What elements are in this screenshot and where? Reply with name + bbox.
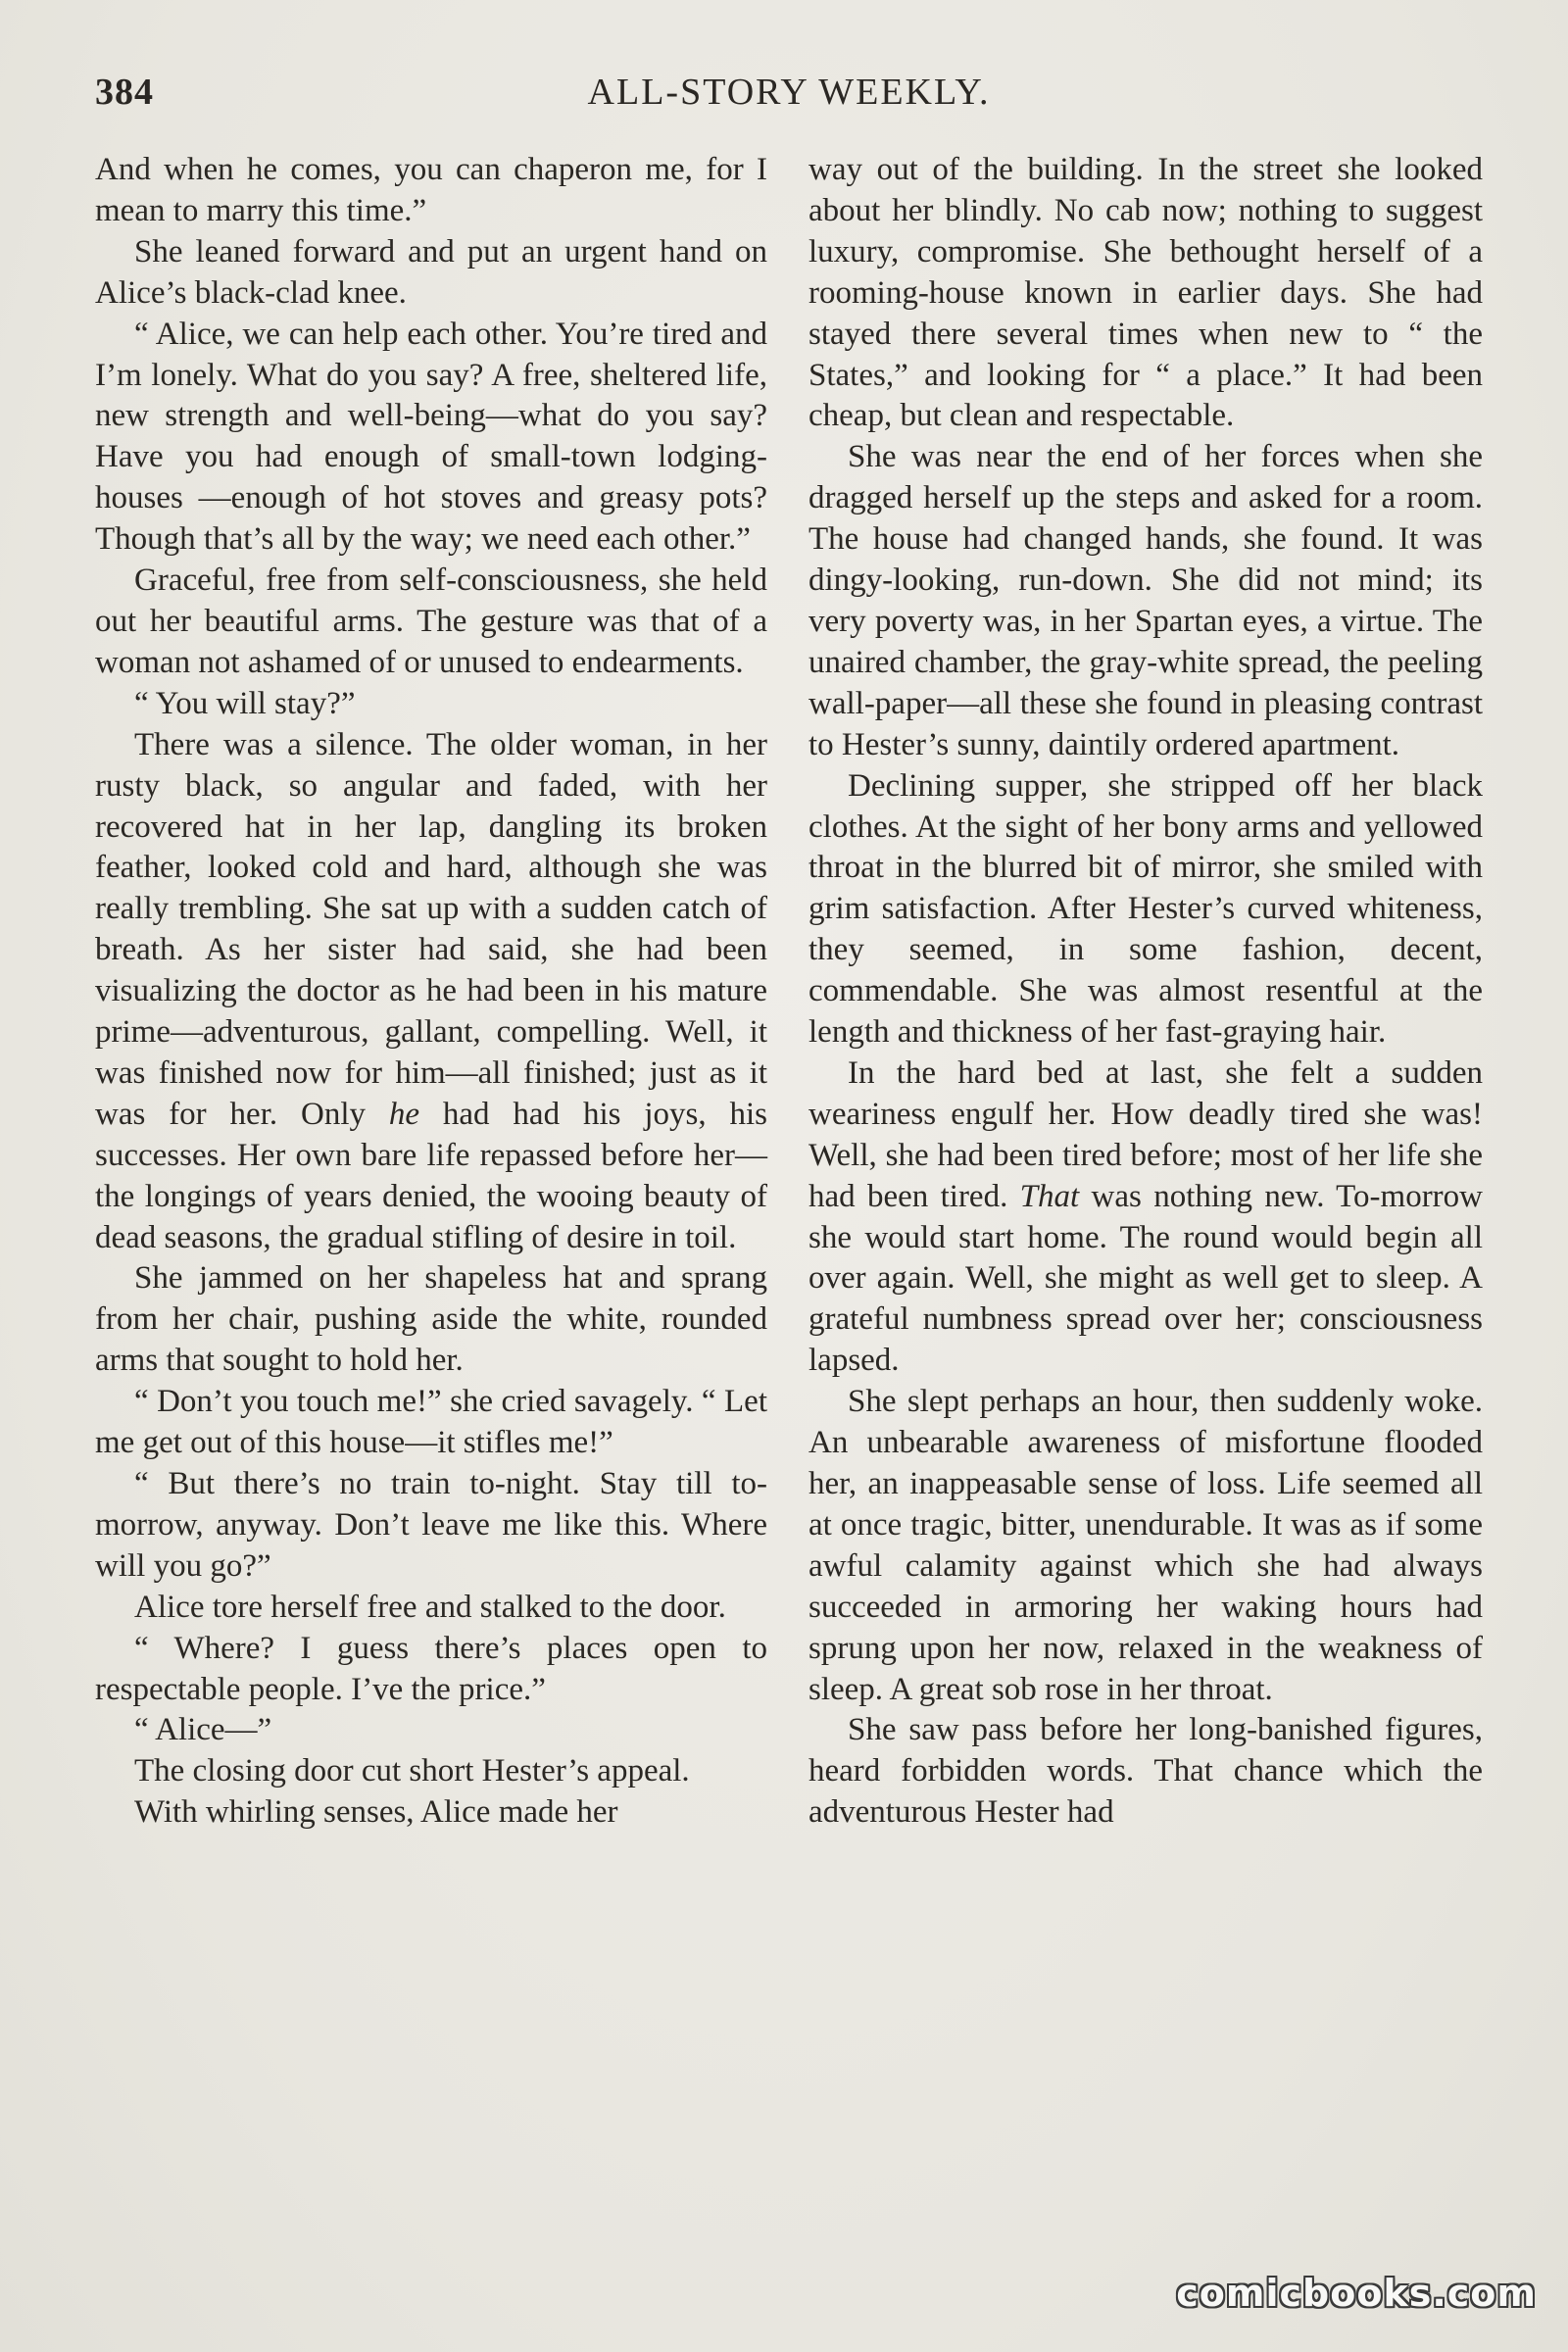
paragraph: “ Alice—”	[134, 1712, 272, 1748]
right-column	[808, 150, 1483, 1834]
text-run: had had his joys, his successes. Her own bare life repassed before her—the longings of years denied, the wooing beauty of dead seasons, the gradual stifling of desire in toil.	[95, 1096, 767, 1255]
paragraph: Declining supper, she stripped off her black clothes. At the sight of her bony arms and yellowed throat in the blurred bit of mirror, she smiled with grim satisfaction. After Hester’s curved whiteness, they seemed, in some fashion, decent, commendable. She was almost resentful at the length and thickness of her fast-graying hair.	[808, 767, 1483, 1051]
text-run: There was a silence. The older woman, in her rusty black, so angular and faded, with her recovered hat in her lap, dangling its broken feather, looked cold and hard, although she was really trembling. She sat up with a sudden catch of breath. As her sister had said, she had been visualizing the doctor as he had been in his mature prime—adventurous, gallant, compelling. Well, it was finished now for him—all finished; just as it was for her. Only	[95, 726, 767, 1132]
paragraph: She jammed on her shapeless hat and sprang from her chair, pushing aside the white, rounded arms that sought to hold her.	[95, 1260, 767, 1379]
paragraph: She saw pass before her long-banished figures, heard forbidden words. That chance which the adventurous Hester had	[808, 1712, 1483, 1831]
running-head: ALL-STORY WEEKLY.	[587, 72, 991, 113]
paragraph: She leaned forward and put an urgent hand on Alice’s black-clad knee.	[95, 233, 767, 311]
paragraph: Alice tore herself free and stalked to the door.	[134, 1589, 726, 1625]
paragraph: “ Where? I guess there’s places open to respectable people. I’ve the price.”	[95, 1630, 767, 1707]
page-number: 384	[95, 72, 154, 113]
paragraph	[808, 1054, 1483, 1382]
paragraph: “ You will stay?”	[134, 685, 356, 721]
paragraph: With whirling senses, Alice made her	[134, 1794, 618, 1831]
page-header	[95, 71, 1483, 120]
paragraph: The closing door cut short Hester’s appeal.	[134, 1753, 690, 1789]
paragraph: She was near the end of her forces when she dragged herself up the steps and asked for a room. The house had changed hands, she found. It was dingy-looking, run-down. She did not mind; its very poverty was, in her Spartan eyes, a virtue. The unaired chamber, the gray-white spread, the peeling wall-paper—all these she found in pleasing contrast to Hester’s sunny, daintily ordered apartment.	[808, 439, 1483, 762]
paragraph: “ But there’s no train to-night. Stay till to-morrow, anyway. Don’t leave me like this. Where will you go?”	[95, 1466, 767, 1584]
paragraph: way out of the building. In the street she looked about her blindly. No cab now; nothing to suggest luxury, compromise. She bethought herself of a rooming-house known in earlier days. She had stayed there several times when new to “ the States,” and looking for “ a place.” It had been cheap, but clean and respectable.	[808, 152, 1483, 434]
text-run: In the hard bed at last, she felt a sudden weariness engulf her. How deadly tired she was! Well, she had been tired before; most of her life she had been tired.	[808, 1054, 1483, 1214]
left-column	[95, 150, 767, 1834]
text-run: was nothing new. To-morrow she would start home. The round would begin all over again. Well, she might as well get to sleep. A grateful numbness spread over her; consciousness lapsed.	[808, 1178, 1484, 1379]
watermark-logo: comicbooks.com	[1176, 2272, 1537, 2315]
paragraph: Graceful, free from self-consciousness, she held out her beautiful arms. The gesture was that of a woman not ashamed of or unused to endearments.	[95, 563, 767, 680]
italic-word: That	[1019, 1178, 1080, 1214]
paragraph	[95, 725, 767, 1259]
paragraph: “ Alice, we can help each other. You’re tired and I’m lonely. What do you say? A free, sheltered life, new strength and well-being—what do you say? Have you had enough of small-town lodging-houses —enough of hot stoves and greasy pots? Though that’s all by the way; we need each other.”	[95, 316, 767, 558]
paragraph: “ Don’t you touch me!” she cried savagely. “ Let me get out of this house—it stifles me!”	[95, 1384, 767, 1461]
italic-word: he	[388, 1096, 420, 1132]
paragraph: She slept perhaps an hour, then suddenly woke. An unbearable awareness of misfortune flooded her, an inappeasable sense of loss. Life seemed all at once tragic, bitter, unendurable. It was as if some awful calamity against which she had always succeeded in armoring her waking hours had sprung upon her now, relaxed in the weakness of sleep. A great sob rose in her throat.	[808, 1384, 1483, 1707]
paragraph: And when he comes, you can chaperon me, for I mean to marry this time.”	[95, 152, 767, 228]
